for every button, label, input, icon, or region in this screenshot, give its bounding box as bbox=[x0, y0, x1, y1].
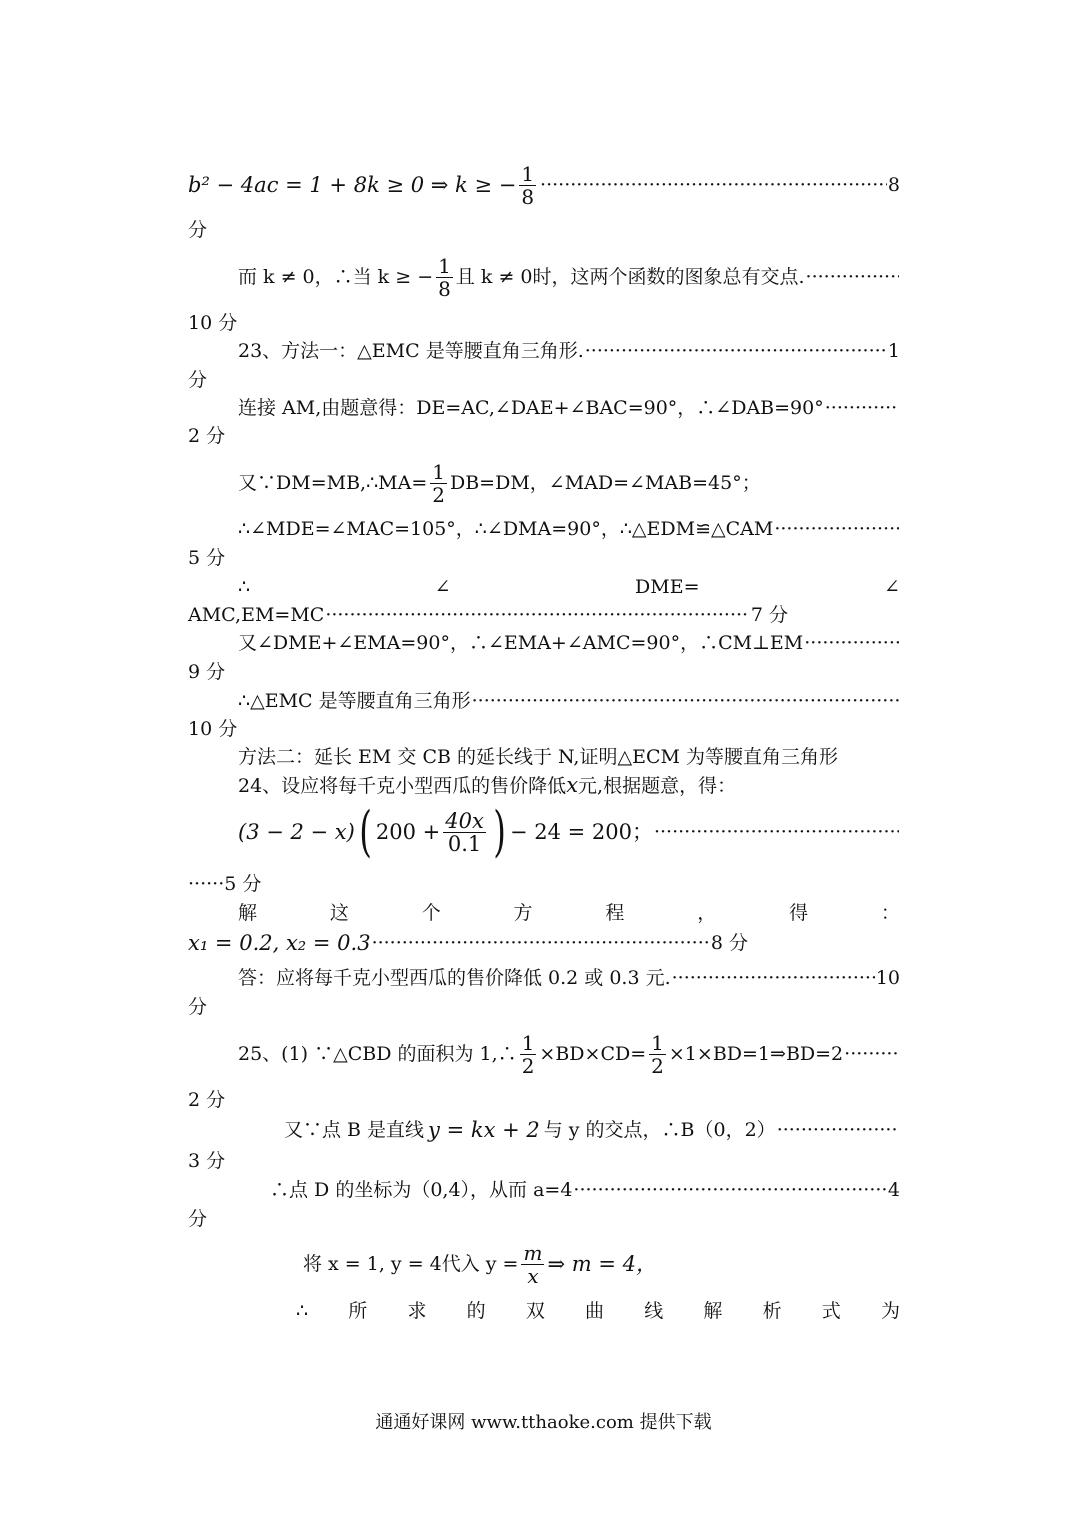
line-q25-area bbox=[238, 1026, 900, 1082]
answer-text: 答：应将每千克小型西瓜的售价降低 0.2 或 0.3 元. bbox=[238, 967, 671, 989]
fraction-denominator: 2 bbox=[521, 1053, 535, 1078]
score-continuation: 分 bbox=[188, 219, 208, 241]
line-point-b bbox=[284, 1117, 900, 1143]
fraction-one-half bbox=[520, 1032, 537, 1077]
solve-word: ， bbox=[697, 902, 717, 924]
score-continuation: 5 分 bbox=[188, 547, 226, 569]
q25-text-end: ×1×BD=1⇒BD=2 bbox=[668, 1043, 844, 1065]
variable-x: x bbox=[566, 773, 579, 797]
therefore-symbol: ∴ bbox=[238, 576, 251, 598]
point-b-text-end: 与 y 的交点，∴B（0，2） bbox=[543, 1119, 776, 1141]
solve-word: ： bbox=[880, 902, 900, 924]
score-continuation: 2 分 bbox=[188, 1089, 226, 1111]
line-discriminant bbox=[188, 160, 900, 210]
fraction-denominator: 8 bbox=[438, 276, 451, 301]
q24-text-end: 元,根据题意，得： bbox=[578, 775, 737, 797]
line-method2: 方法二：延长 EM 交 CB 的延长线于 N,证明△ECM 为等腰直角三角形 bbox=[238, 746, 838, 768]
line-q24-equation bbox=[238, 802, 900, 862]
hyperbola-word: 式 bbox=[821, 1300, 841, 1322]
fraction-denominator: x bbox=[527, 1263, 539, 1288]
close-paren: ) bbox=[493, 800, 506, 863]
hyperbola-word: 线 bbox=[644, 1300, 664, 1322]
discriminant-equation: b² − 4ac = 1 + 8k ≥ 0 ⇒ k ≥ − bbox=[188, 173, 517, 197]
point-d-text: ∴点 D 的坐标为（0,4），从而 a=4 bbox=[270, 1179, 573, 1201]
leader-dots bbox=[472, 688, 899, 714]
line-connect-am bbox=[238, 395, 900, 421]
proof-step: 连接 AM,由题意得：DE=AC,∠DAE+∠BAC=90°，∴∠DAB=90° bbox=[238, 397, 824, 419]
score-continuation: 10 分 bbox=[188, 312, 238, 334]
q25-text-middle: ×BD×CD= bbox=[539, 1043, 647, 1065]
equation-right: − 24 = 200； bbox=[509, 820, 653, 844]
proof-step: 又∠DME+∠EMA=90°，∴∠EMA+∠AMC=90°，∴CM⊥EM bbox=[238, 632, 804, 654]
line-answer bbox=[238, 965, 900, 991]
substitute-text: 将 x = 1, y = 4代入 y = bbox=[303, 1253, 519, 1275]
leader-dots bbox=[804, 630, 899, 656]
solve-word: 方 bbox=[513, 902, 533, 924]
fraction-denominator: 2 bbox=[651, 1053, 664, 1078]
fraction-one-eighth bbox=[436, 255, 453, 300]
line-angle-equal-cont bbox=[188, 602, 788, 628]
fraction-numerator: 1 bbox=[651, 1030, 664, 1055]
solve-word: 这 bbox=[329, 902, 349, 924]
score-label: 8 分 bbox=[710, 932, 748, 954]
score-label: 10 bbox=[875, 967, 900, 989]
leader-dots bbox=[573, 1177, 887, 1203]
fraction-numerator: 1 bbox=[432, 459, 445, 484]
fraction-one-half bbox=[430, 461, 447, 506]
open-paren: ( bbox=[359, 800, 372, 863]
score-label: 7 分 bbox=[750, 604, 788, 626]
angle-symbol: ∠ bbox=[434, 576, 451, 598]
q24-text-start: 24、设应将每千克小型西瓜的售价降低 bbox=[238, 775, 567, 797]
hyperbola-word: 所 bbox=[348, 1300, 368, 1322]
line-substitute bbox=[303, 1236, 900, 1292]
hyperbola-word: 解 bbox=[703, 1300, 723, 1322]
angle-symbol: ∠ bbox=[884, 576, 900, 598]
leader-dots bbox=[777, 1117, 899, 1143]
proof-step: ∴∠MDE=∠MAC=105°，∴∠DMA=90°，∴△EDM≌△CAM bbox=[238, 518, 774, 540]
solve-word: 程 bbox=[605, 902, 625, 924]
leader-dots bbox=[325, 602, 750, 628]
score-continuation: 分 bbox=[188, 996, 208, 1018]
proof-step-start: 又∵DM=MB,∴MA= bbox=[238, 472, 428, 494]
proof-step-end: DB=DM，∠MAD=∠MAB=45°； bbox=[449, 472, 761, 494]
hyperbola-word: 曲 bbox=[585, 1300, 605, 1322]
proof-step: AMC,EM=MC bbox=[188, 604, 325, 626]
line-angle-equal bbox=[238, 574, 900, 600]
fraction-one-eighth bbox=[519, 163, 536, 208]
leader-dots bbox=[774, 516, 899, 542]
proof-conclusion: ∴△EMC 是等腰直角三角形 bbox=[238, 690, 471, 712]
score-label: 4 bbox=[887, 1179, 900, 1201]
fraction-one-half bbox=[649, 1032, 666, 1077]
fraction-40x-over-01 bbox=[443, 810, 486, 855]
leader-dots bbox=[372, 930, 710, 956]
q23-statement: 23、方法一：△EMC 是等腰直角三角形. bbox=[238, 340, 584, 362]
hyperbola-word: 析 bbox=[762, 1300, 782, 1322]
score-continuation: 3 分 bbox=[188, 1150, 226, 1172]
leader-dots bbox=[844, 1041, 899, 1067]
hyperbola-word: 求 bbox=[407, 1300, 427, 1322]
condition-text-end: 且 k ≠ 0时，这两个函数的图象总有交点. bbox=[455, 266, 805, 288]
leader-dots bbox=[825, 395, 899, 421]
line-q24-setup bbox=[238, 772, 900, 799]
score-continuation: 分 bbox=[188, 369, 208, 391]
substitute-result: ⇒ m = 4， bbox=[547, 1252, 657, 1276]
page-footer: 通通好课网 www.tthaoke.com 提供下载 bbox=[375, 1412, 712, 1433]
line-perpendicular bbox=[238, 630, 900, 656]
fraction-denominator: 2 bbox=[432, 482, 445, 507]
fraction-denominator: 8 bbox=[521, 184, 535, 209]
fraction-numerator: 1 bbox=[521, 1030, 535, 1055]
line-q23-method1 bbox=[238, 338, 900, 364]
solve-word: 得 bbox=[789, 902, 809, 924]
condition-text-start: 而 k ≠ 0，∴当 k ≥ − bbox=[238, 266, 434, 288]
leader-dots bbox=[806, 264, 899, 290]
score-continuation: ······5 分 bbox=[188, 873, 262, 895]
line-point-d bbox=[270, 1177, 900, 1203]
score-label: 8 bbox=[887, 174, 900, 196]
line-congruent bbox=[238, 516, 900, 542]
line-k-condition bbox=[238, 252, 900, 302]
fraction-numerator: m bbox=[523, 1240, 543, 1265]
leader-dots bbox=[585, 338, 887, 364]
line-solutions bbox=[188, 930, 748, 956]
leader-dots bbox=[672, 965, 875, 991]
line-equation: y = kx + 2 bbox=[428, 1118, 540, 1142]
angle-name: DME= bbox=[635, 576, 700, 598]
equation-inner: 200 + bbox=[375, 820, 441, 844]
hyperbola-word: 双 bbox=[525, 1300, 545, 1322]
solve-word: 解 bbox=[238, 902, 258, 924]
fraction-m-over-x bbox=[521, 1242, 544, 1287]
fraction-denominator: 0.1 bbox=[447, 831, 482, 856]
leader-dots bbox=[654, 819, 899, 845]
line-hyperbola bbox=[296, 1298, 900, 1324]
q25-text-start: 25、(1) ∵△CBD 的面积为 1,∴ bbox=[238, 1043, 517, 1065]
score-continuation: 分 bbox=[188, 1208, 208, 1230]
line-ma-half bbox=[238, 458, 900, 508]
fraction-numerator: 1 bbox=[521, 161, 535, 186]
hyperbola-word: 的 bbox=[466, 1300, 486, 1322]
equation-left-factor: (3 − 2 − x) bbox=[238, 820, 355, 844]
fraction-numerator: 1 bbox=[438, 253, 451, 278]
point-b-text-start: 又∵点 B 是直线 bbox=[284, 1119, 425, 1141]
line-conclusion bbox=[238, 688, 900, 714]
score-continuation: 2 分 bbox=[188, 425, 226, 447]
hyperbola-word: 为 bbox=[880, 1300, 900, 1322]
score-continuation: 9 分 bbox=[188, 661, 226, 683]
score-continuation: 10 分 bbox=[188, 718, 238, 740]
score-label: 1 bbox=[887, 340, 900, 362]
hyperbola-word: ∴ bbox=[296, 1300, 309, 1322]
solve-word: 个 bbox=[421, 902, 441, 924]
solution-values: x₁ = 0.2, x₂ = 0.3 bbox=[188, 931, 371, 955]
leader-dots bbox=[540, 172, 887, 198]
line-solve bbox=[238, 900, 900, 926]
fraction-numerator: 40x bbox=[445, 808, 484, 833]
